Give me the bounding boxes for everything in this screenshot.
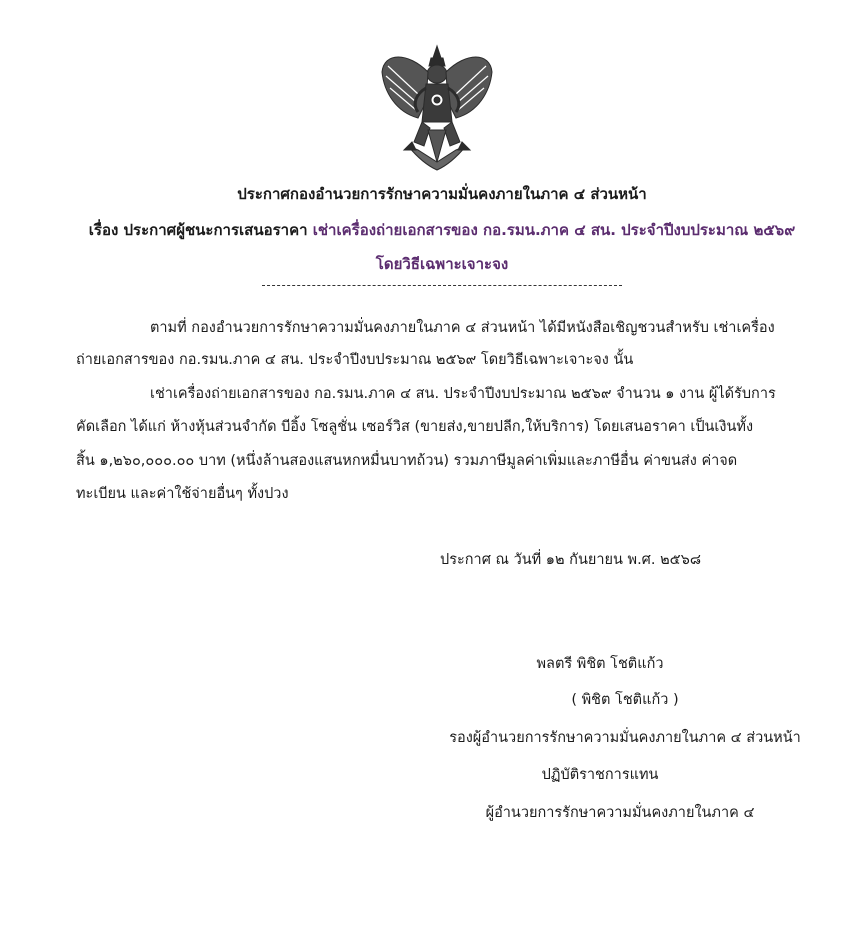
signer-position: รองผู้อำนวยการรักษาความมั่นคงภายในภาค ๔ ส่วนหน้า (449, 730, 801, 746)
subject-accent: เช่าเครื่องถ่ายเอกสารของ กอ.รมน.ภาค ๔ สน. ประจำปีงบประมาณ ๒๕๖๙ (312, 221, 796, 239)
announcement-title (10, 182, 864, 206)
announcement-method (10, 252, 864, 276)
paragraph-2-line-2: คัดเลือก ได้แก่ ห้างหุ้นส่วนจำกัด บีอิ้ง โซลูชั่น เซอร์วิส (ขายส่ง,ขายปลีก,ให้บริการ) โดยเสนอราคา เป็นเงินทั้ง (76, 419, 754, 435)
method-text: โดยวิธีเฉพาะเจาะจง (375, 255, 509, 273)
title-line-1: ประกาศกองอำนวยการรักษาความมั่นคงภายในภาค ๔ ส่วนหน้า (237, 185, 647, 203)
paragraph-1-line-1: ตามที่ กองอำนวยการรักษาความมั่นคงภายในภาค ๔ ส่วนหน้า ได้มีหนังสือเชิญชวนสำหรับ เช่าเครื่อง (150, 320, 775, 336)
signer-rank-name: พลตรี พิชิต โชติแก้ว (536, 656, 664, 672)
paragraph-2-line-3: สิ้น ๑,๒๖๐,๐๐๐.๐๐ บาท (หนึ่งล้านสองแสนหกหมื่นบาทถ้วน) รวมภาษีมูลค่าเพิ่มและภาษีอื่น ค่าขนส่ง ค่าจด (76, 453, 738, 469)
paragraph-1-line-2: ถ่ายเอกสารของ กอ.รมน.ภาค ๔ สน. ประจำปีงบประมาณ ๒๕๖๙ โดยวิธีเฉพาะเจาะจง นั้น (76, 352, 634, 368)
paragraph-2-line-1: เช่าเครื่องถ่ายเอกสารของ กอ.รมน.ภาค ๔ สน. ประจำปีงบประมาณ ๒๕๖๙ จำนวน ๑ งาน ผู้ได้รับการ (150, 386, 776, 402)
paragraph-2-line-4: ทะเบียน และค่าใช้จ่ายอื่นๆ ทั้งปวง (76, 486, 289, 502)
announcement-subject (10, 218, 864, 242)
principal-position: ผู้อำนวยการรักษาความมั่นคงภายในภาค ๔ (485, 805, 755, 821)
announcement-date: ประกาศ ณ วันที่ ๑๒ กันยายน พ.ศ. ๒๕๖๘ (440, 552, 702, 568)
acting-on-behalf: ปฏิบัติราชการแทน (541, 767, 659, 783)
signer-name-parenthetical: ( พิชิต โชติแก้ว ) (571, 692, 679, 708)
divider (262, 285, 622, 286)
subject-prefix: เรื่อง ประกาศผู้ชนะการเสนอราคา (88, 221, 313, 239)
garuda-emblem-icon (378, 42, 496, 174)
